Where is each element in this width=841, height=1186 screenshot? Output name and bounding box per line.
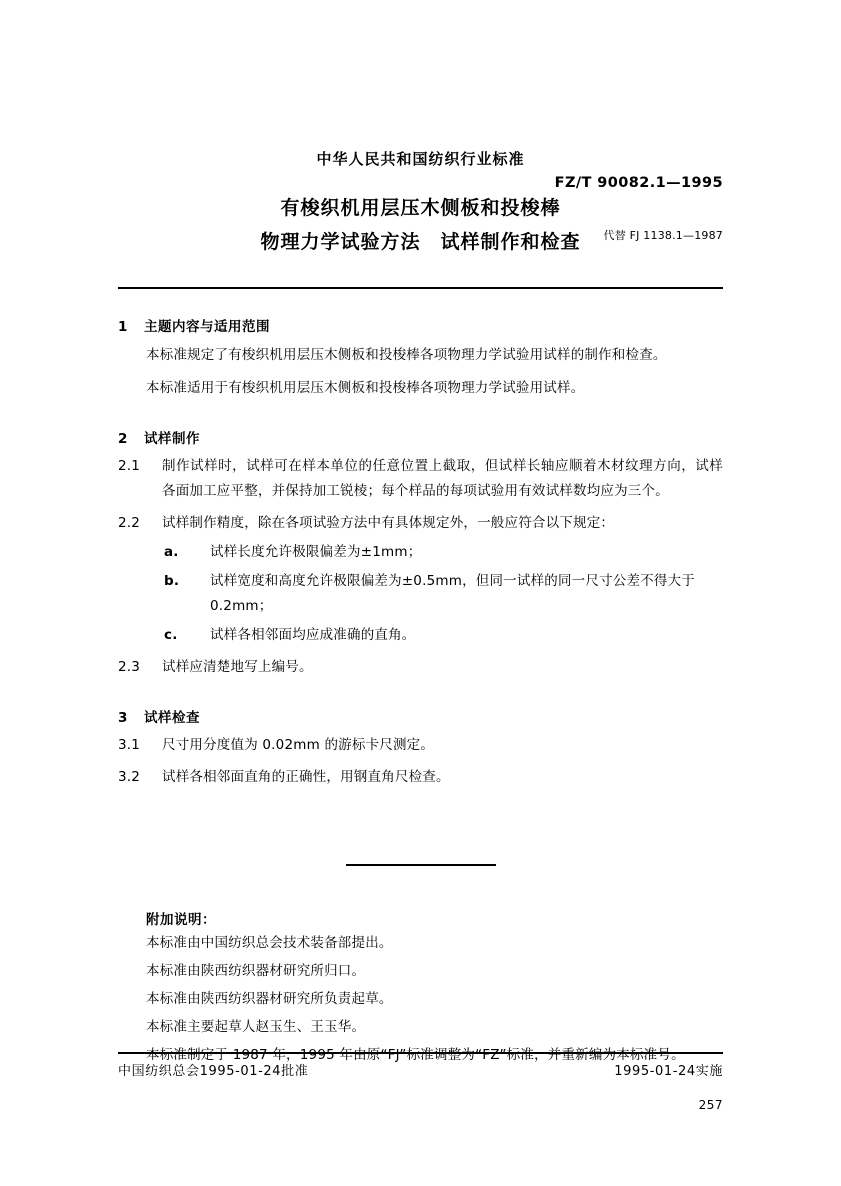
clause-2-1 — [118, 454, 723, 504]
clause-2-2-item-c-text: 试样各相邻面均应成准确的直角。 — [210, 627, 416, 643]
notes-line-4: 本标准主要起草人赵玉生、王玉华。 — [146, 1019, 366, 1035]
clause-2-2-item-c-label: c. — [164, 627, 178, 643]
section-heading-1 — [118, 315, 723, 335]
clause-3-1 — [118, 733, 723, 758]
page-footer — [118, 1060, 723, 1079]
section-number-2: 2 — [118, 431, 128, 447]
notes-line-3: 本标准由陕西纺织器材研究所负责起草。 — [146, 991, 393, 1007]
clause-2-2-item-a-label: a. — [164, 544, 179, 560]
clause-2-2-text: 试样制作精度，除在各项试验方法中有具体规定外，一般应符合以下规定： — [162, 515, 615, 531]
section-title-2: 试样制作 — [144, 431, 200, 447]
footer-divider — [118, 1052, 723, 1054]
clause-3-2-number: 3.2 — [118, 769, 141, 785]
clause-3-1-number: 3.1 — [118, 737, 141, 753]
page-number: 257 — [698, 1098, 723, 1112]
clause-2-2-item-c — [118, 623, 723, 648]
section-title-1: 主题内容与适用范围 — [144, 319, 270, 335]
notes-title: 附加说明： — [146, 912, 216, 928]
clause-3-2-text: 试样各相邻面直角的正确性，用钢直角尺检查。 — [162, 769, 450, 785]
clause-2-3 — [118, 655, 723, 680]
clause-2-2-item-a — [118, 540, 723, 565]
clause-2-1-number: 2.1 — [118, 458, 141, 474]
clause-2-2-item-b — [118, 569, 723, 619]
section-title-3: 试样检查 — [144, 710, 200, 726]
standard-number: FZ/T 90082.1—1995 — [554, 175, 723, 191]
clause-2-2-number: 2.2 — [118, 515, 141, 531]
clause-3-1-text: 尺寸用分度值为 0.02mm 的游标卡尺测定。 — [162, 737, 435, 753]
notes-line-5: 本标准制定于 1987 年，1995 年由原“FJ”标准调整为“FZ”标准，并重新编为本标准号。 — [146, 1047, 685, 1063]
replaces-standard: 代替 FJ 1138.1—1987 — [603, 229, 723, 242]
clause-2-2-item-b-text: 试样宽度和高度允许极限偏差为±0.5mm，但同一试样的同一尺寸公差不得大于 0.2mm； — [210, 573, 695, 614]
document-title-line1: 有梭织机用层压木侧板和投梭棒 — [280, 197, 561, 219]
clause-3-2 — [118, 765, 723, 790]
section-number-3: 3 — [118, 710, 128, 726]
additional-notes — [118, 908, 723, 1068]
clause-2-2-item-a-text: 试样长度允许极限偏差为±1mm； — [210, 544, 422, 560]
section-heading-2 — [118, 427, 723, 447]
title-block — [118, 175, 723, 259]
section-number-1: 1 — [118, 319, 128, 335]
approval-text: 中国纺织总会1995-01-24批准 — [118, 1064, 309, 1079]
document-title — [186, 191, 656, 259]
document-content — [118, 0, 723, 1068]
implementation-text: 1995-01-24实施 — [614, 1064, 723, 1079]
header-divider — [118, 287, 723, 289]
notes-divider — [346, 864, 496, 866]
notes-line-2: 本标准由陕西纺织器材研究所归口。 — [146, 963, 366, 979]
clause-2-3-number: 2.3 — [118, 659, 141, 675]
notes-line-1: 本标准由中国纺织总会技术装备部提出。 — [146, 935, 393, 951]
section-heading-3 — [118, 706, 723, 726]
section-1-paragraph-2: 本标准适用于有梭织机用层压木侧板和投梭棒各项物理力学试验用试样。 — [146, 380, 585, 396]
section-1-paragraph-1: 本标准规定了有梭织机用层压木侧板和投梭棒各项物理力学试验用试样的制作和检查。 — [146, 347, 667, 363]
clause-2-3-text: 试样应清楚地写上编号。 — [162, 659, 313, 675]
clause-2-1-text: 制作试样时，试样可在样本单位的任意位置上截取，但试样长轴应顺着木材纹理方向，试样各面加工应平整，并保持加工锐棱；每个样品的每项试验用有效试样数均应为三个。 — [162, 458, 723, 499]
issuing-organization: 中华人民共和国纺织行业标准 — [316, 150, 525, 168]
clause-2-2 — [118, 511, 723, 536]
clause-2-2-item-b-label: b. — [164, 573, 180, 589]
document-title-line2: 物理力学试验方法 试样制作和检查 — [260, 231, 581, 253]
